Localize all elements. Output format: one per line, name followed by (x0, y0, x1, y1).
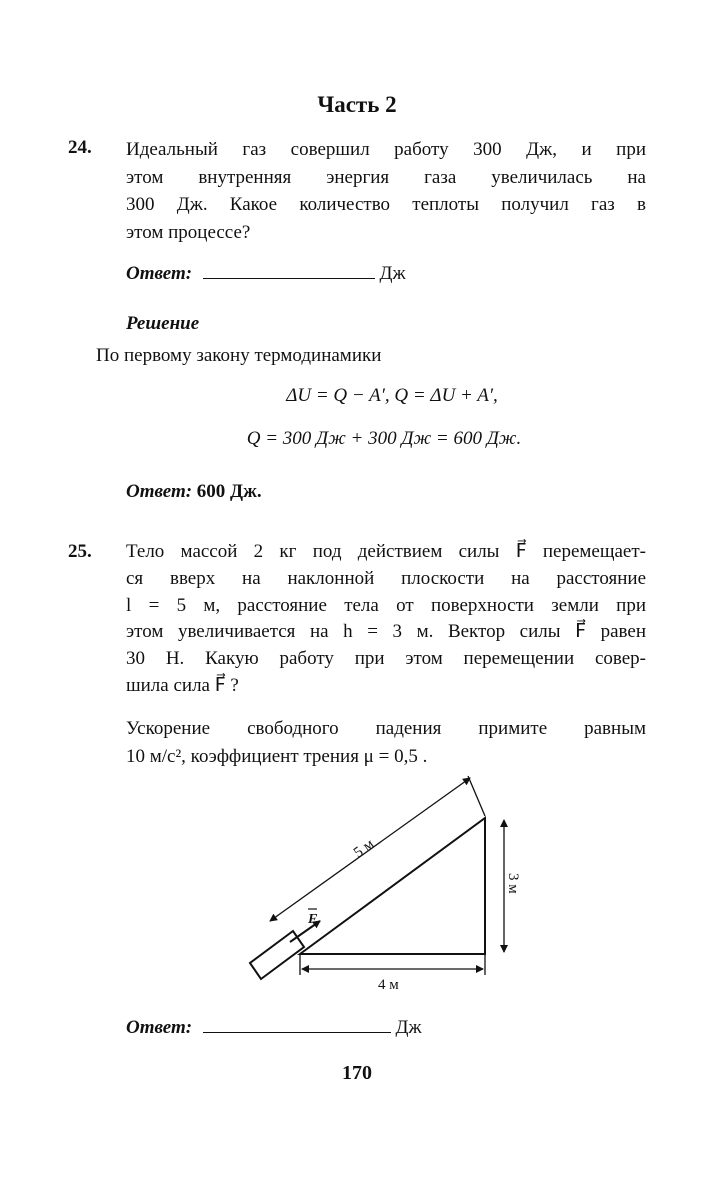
problem-25-line: этом увеличивается на h = 3 м. Вектор силы F⃗ равен (126, 621, 646, 643)
final-answer (126, 481, 262, 503)
answer-label: Ответ: (126, 1017, 193, 1038)
problem-24-line: Идеальный газ совершил работу 300 Дж, и при (126, 139, 646, 160)
answer-blank[interactable] (203, 277, 375, 279)
note-line: 10 м/с², коэффициент трения μ = 0,5 . (126, 745, 428, 767)
problem-24-number: 24. (68, 137, 92, 158)
problem-25-text (126, 539, 646, 700)
problem-25-number: 25. (68, 541, 92, 562)
force-label: F (308, 912, 318, 927)
incline-triangle (300, 818, 485, 954)
problem-25-answer-line (126, 1017, 422, 1039)
problem-25-line: ся вверх на наклонной плоскости на расстояние (126, 567, 646, 589)
part-title: Часть 2 (317, 92, 397, 117)
hyp-label: 5 м (350, 836, 378, 862)
answer-unit: Дж (395, 1017, 422, 1038)
problem-24-line: 300 Дж. Какое количество теплоты получил газ в (126, 194, 646, 215)
base-label: 4 м (378, 977, 399, 993)
solution-heading: Решение (126, 313, 200, 334)
answer-blank[interactable] (203, 1031, 391, 1033)
problem-24-text (126, 136, 646, 246)
formula-first-law: ΔU = Q − A′, Q = ΔU + A′, (286, 385, 498, 406)
page-number: 170 (342, 1062, 372, 1084)
problem-25-line: 30 Н. Какую работу при этом перемещении совер- (126, 648, 646, 670)
solution-intro: По первому закону термодинамики (96, 345, 382, 366)
problem-24-line: этом процессе? (126, 221, 251, 243)
problem-25-note (126, 715, 646, 770)
height-label: 3 м (505, 873, 521, 894)
problem-25-line: Тело массой 2 кг под действием силы F⃗ перемещает- (126, 541, 646, 562)
inclined-plane-figure (230, 770, 530, 1000)
answer-unit: Дж (379, 263, 406, 284)
note-line: Ускорение свободного падения примите равным (126, 718, 646, 739)
problem-25-line: l = 5 м, расстояние тела от поверхности земли при (126, 594, 646, 616)
problem-24-answer-line (126, 263, 406, 285)
problem-24-line: этом внутренняя энергия газа увеличилась на (126, 166, 646, 188)
final-answer-label: Ответ: (126, 481, 193, 502)
formula-calculation: Q = 300 Дж + 300 Дж = 600 Дж. (246, 428, 522, 449)
final-answer-value: 600 Дж. (196, 481, 262, 502)
problem-25-line: шила сила F⃗ ? (126, 674, 239, 696)
answer-label: Ответ: (126, 263, 193, 284)
